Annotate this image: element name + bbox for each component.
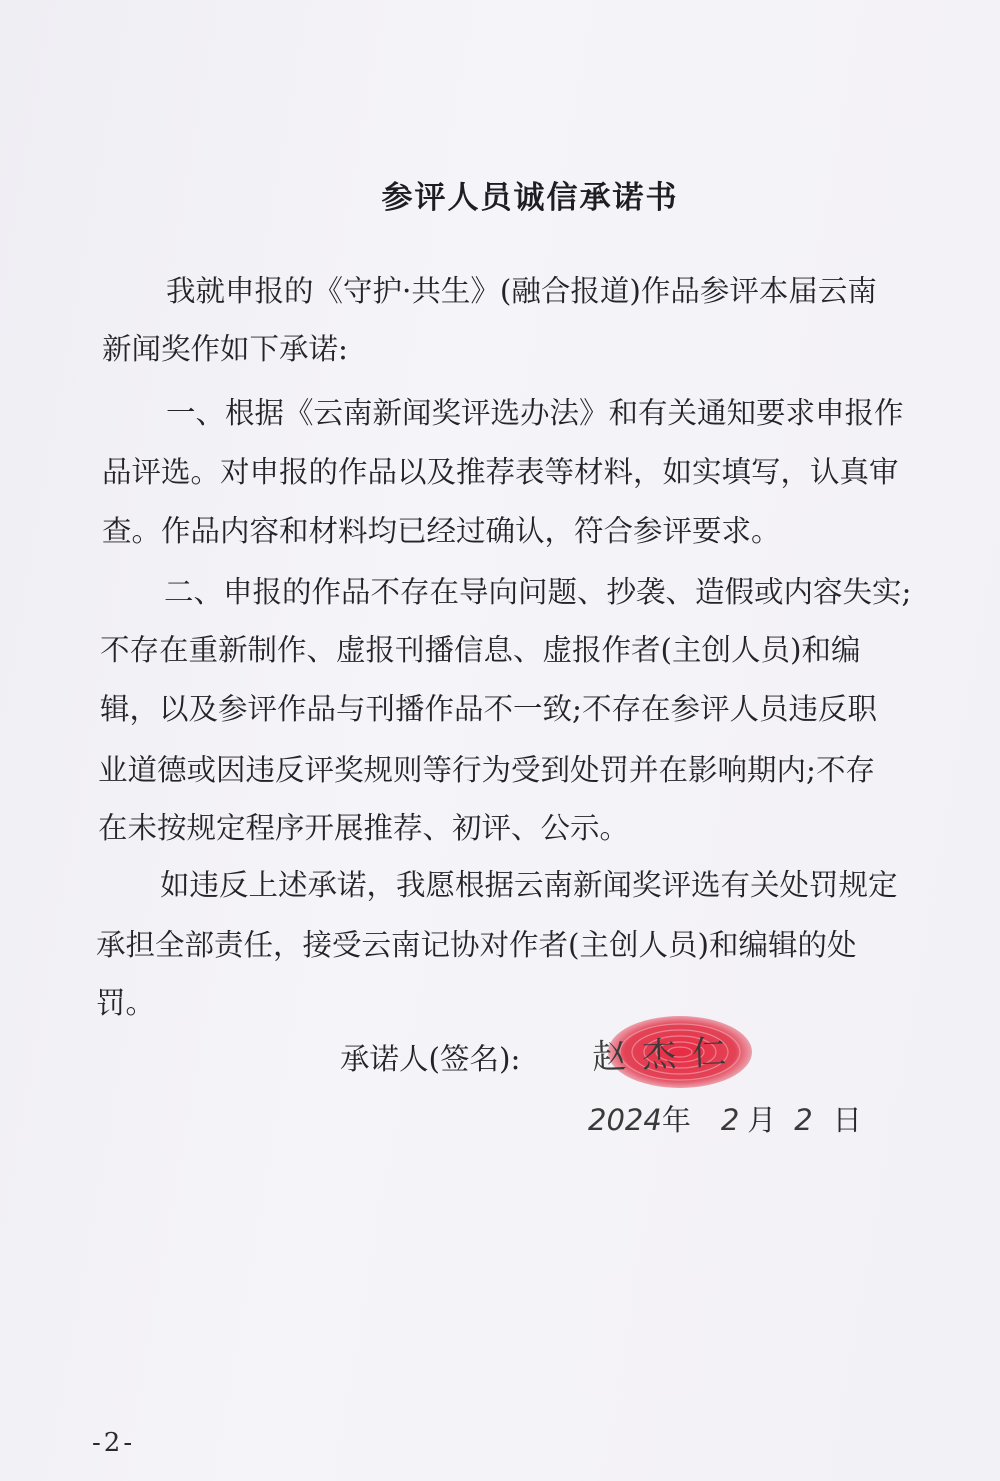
date-day: 2 — [794, 1103, 813, 1137]
date-year: 2024 — [588, 1103, 662, 1137]
body-line-7: 不存在重新制作、虚报刊播信息、虚报作者(主创人员)和编 — [100, 633, 861, 667]
date-day-unit: 日 — [832, 1103, 862, 1137]
body-line-13: 罚。 — [96, 986, 156, 1020]
handwritten-signature: 赵杰仁 — [591, 1032, 743, 1078]
body-line-1: 我就申报的《守护·共生》(融合报道)作品参评本届云南 — [166, 274, 877, 308]
body-line-8: 辑，以及参评作品与刊播作品不一致;不存在参评人员违反职 — [100, 692, 877, 726]
body-line-3: 一、根据《云南新闻奖评选办法》和有关通知要求申报作 — [166, 396, 904, 430]
body-line-4: 品评选。对申报的作品以及推荐表等材料，如实填写，认真审 — [102, 455, 899, 489]
date-month: 2 — [720, 1103, 740, 1137]
body-line-9: 业道德或因违反评奖规则等行为受到处罚并在影响期内;不存 — [98, 753, 875, 787]
date-year-unit: 年 — [661, 1103, 691, 1137]
sign-date — [588, 1098, 862, 1139]
body-line-12: 承担全部责任，接受云南记协对作者(主创人员)和编辑的处 — [96, 928, 857, 962]
body-line-2: 新闻奖作如下承诺: — [102, 332, 348, 366]
signature-label: 承诺人(签名): — [340, 1042, 521, 1076]
body-line-10: 在未按规定程序开展推荐、初评、公示。 — [98, 811, 630, 845]
body-line-6: 二、申报的作品不存在导向问题、抄袭、造假或内容失实; — [164, 575, 912, 609]
document-title: 参评人员诚信承诺书 — [381, 180, 679, 216]
body-line-11: 如违反上述承诺，我愿根据云南新闻奖评选有关处罚规定 — [160, 868, 898, 902]
body-line-5: 查。作品内容和材料均已经过确认，符合参评要求。 — [102, 514, 781, 548]
page-number: -2- — [92, 1428, 136, 1458]
date-month-unit: 月 — [747, 1103, 777, 1137]
